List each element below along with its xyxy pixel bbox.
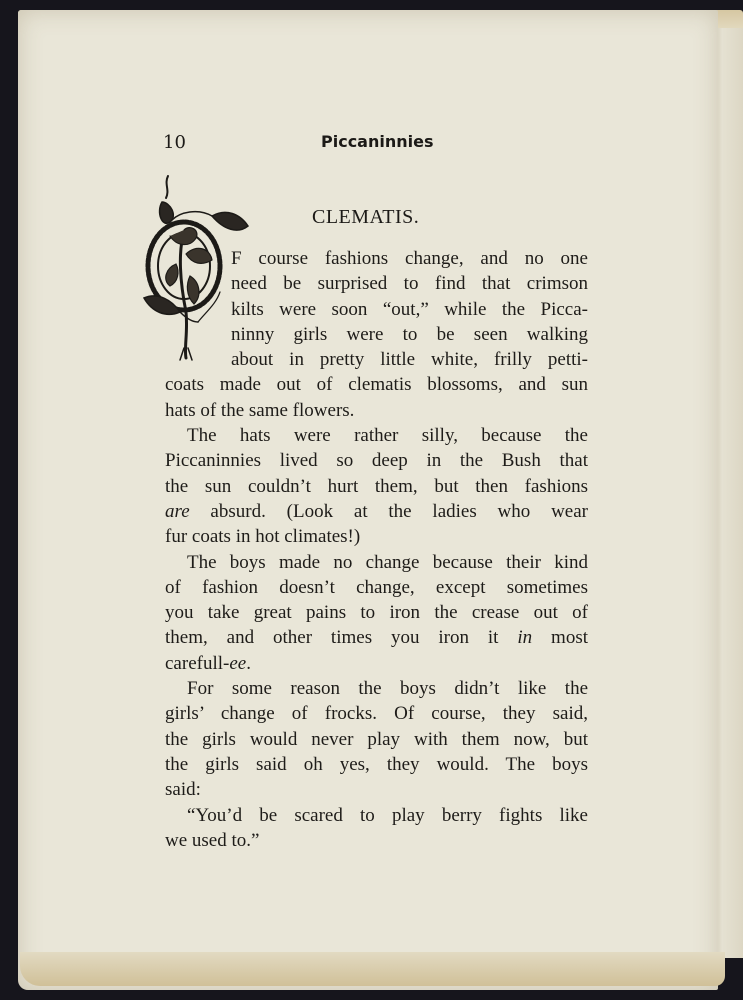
text-fragment: most — [532, 627, 588, 649]
text-line: need be surprised to find that crimson — [231, 273, 588, 295]
italic-word: are — [165, 500, 190, 522]
page-header — [163, 130, 588, 156]
text-line — [165, 651, 588, 676]
text-line: the girls said oh yes, they would. The boys — [165, 753, 588, 775]
italic-word: in — [517, 627, 533, 649]
text-line: the sun couldn’t hurt them, but then fashions — [165, 475, 588, 497]
text-line: F course fashions change, and no one — [231, 248, 588, 269]
text-line: kilts were soon “out,” while the Picca- — [231, 298, 588, 320]
chapter-title: CLEMATIS. — [312, 206, 420, 228]
text-line: we used to.” — [165, 829, 260, 851]
text-line — [165, 625, 588, 650]
text-line: about in pretty little white, frilly petti- — [231, 349, 588, 371]
text-fragment: absurd. (Look at the ladies who wear — [189, 500, 588, 522]
page-bottom-edge — [20, 952, 725, 986]
text-line: “You’d be scared to play berry fights like — [187, 804, 588, 826]
text-line: ninny girls were to be seen walking — [231, 323, 588, 345]
text-line: of fashion doesn’t change, except sometimes — [165, 576, 588, 598]
text-line: fur coats in hot climates!) — [165, 526, 361, 548]
running-title: Piccaninnies — [321, 132, 434, 151]
text-line: coats made out of clematis blossoms, and sun — [165, 374, 588, 396]
text-line: The hats were rather silly, because the — [187, 425, 588, 447]
text-line: girls’ change of frocks. Of course, they said, — [165, 703, 588, 725]
text-fragment: . — [246, 652, 251, 674]
text-fragment: carefull- — [165, 652, 230, 674]
text-line: The boys made no change because their kind — [187, 551, 588, 573]
text-line: you take great pains to iron the crease out of — [165, 602, 588, 624]
italic-word: ee — [229, 652, 247, 674]
text-line — [165, 499, 588, 524]
page-number: 10 — [163, 132, 186, 153]
body-text — [165, 246, 588, 853]
text-line: For some reason the boys didn’t like the — [187, 678, 588, 700]
text-line: hats of the same flowers. — [165, 399, 355, 421]
text-line: said: — [165, 779, 201, 801]
text-line: Piccaninnies lived so deep in the Bush that — [165, 450, 588, 472]
text-fragment: them, and other times you iron it — [165, 627, 518, 649]
text-line: the girls would never play with them now, but — [165, 728, 588, 750]
